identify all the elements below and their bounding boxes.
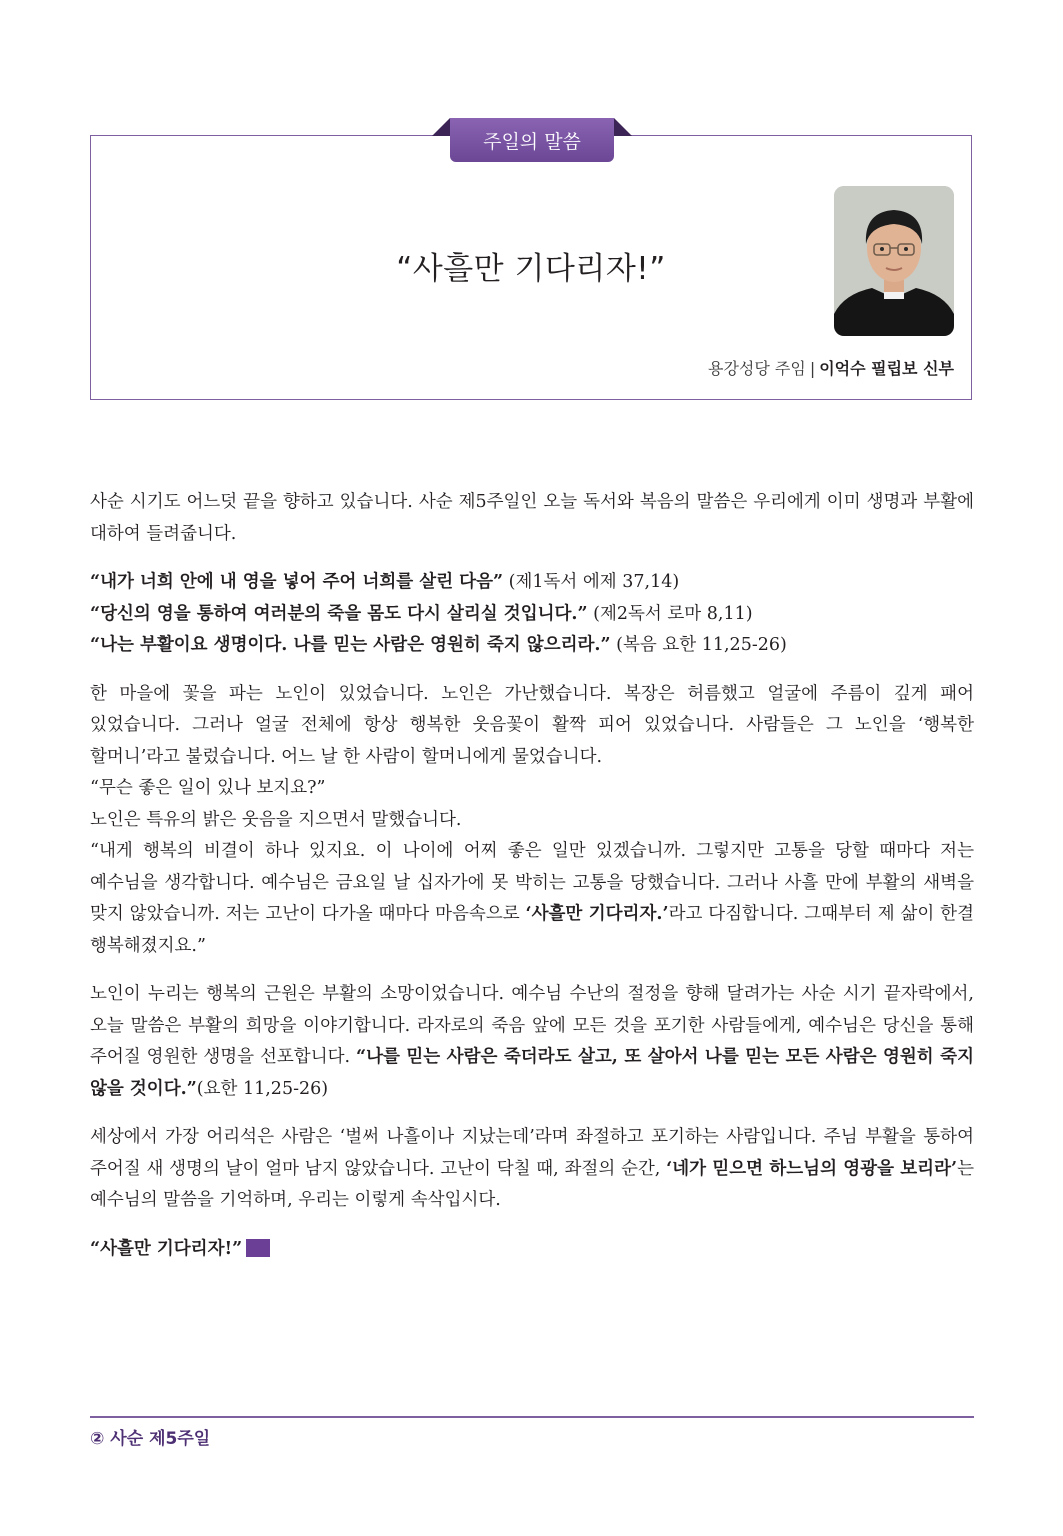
paragraph-intro: 사순 시기도 어느덧 끝을 향하고 있습니다. 사순 제5주일인 오늘 독서와 복음의 말씀은 우리에게 이미 생명과 부활에 대하여 들려줍니다. bbox=[90, 492, 974, 544]
tab-fold-left bbox=[432, 118, 450, 136]
author-byline bbox=[708, 356, 954, 379]
priest-portrait-image bbox=[834, 186, 954, 336]
page-title: “사흘만 기다리자!” bbox=[396, 251, 666, 287]
article-body bbox=[90, 487, 974, 1282]
story-line-1: 한 마을에 꽃을 파는 노인이 있었습니다. 노인은 가난했습니다. 복장은 허름했고 얼굴에 주름이 깊게 패어 있었습니다. 그러나 얼굴 전체에 항상 행복한 웃음꽃이 활짝 피어 있었습니다. 사람들은 그 노인을 ‘행복한 할머니’라고 불렀습니다. 어느 날 한 사람이 할머니에게 물었습니다. bbox=[90, 683, 974, 767]
author-photo bbox=[834, 186, 954, 336]
quote-gospel-ref: (복음 요한 11,25-26) bbox=[610, 635, 787, 655]
page-footer-label: ② 사순 제5주일 bbox=[90, 1429, 211, 1449]
scripture-quotes bbox=[90, 567, 974, 662]
byline-parish: 용강성당 주임 bbox=[707, 359, 806, 378]
quote-first-reading-ref: (제1독서 에제 37,14) bbox=[503, 572, 680, 592]
reflection-ref: (요한 11,25-26) bbox=[196, 1078, 329, 1099]
quote-second-reading-ref: (제2독서 로마 8,11) bbox=[587, 603, 753, 624]
reflection-pre: 노인이 누리는 행복의 근원은 부활의 소망이었습니다. 예수님 수난의 절정을 향해 달려가는 사순 시기 끝자락에서, 오늘 말씀은 부활의 희망을 이야기합니다. 라자로의 죽음 앞에 모든 것을 포기한 사람들에게, 예수님은 당신을 통해 주어질 영원한 생명을 선포합니다. bbox=[90, 984, 974, 1067]
byline-name: 이억수 필립보 신부 bbox=[819, 359, 954, 378]
story-answer-bold: ‘사흘만 기다리자.’ bbox=[525, 904, 669, 924]
paragraph-story bbox=[90, 679, 974, 963]
tab-fold-right bbox=[614, 118, 632, 136]
quote-gospel bbox=[90, 630, 974, 662]
reflection-bold: “나를 믿는 사람은 죽더라도 살고, 또 살아서 나를 믿는 모든 사람은 영원히 죽지 않을 것이다.” bbox=[90, 1047, 974, 1099]
paragraph-conclusion bbox=[90, 1122, 974, 1217]
paragraph-closing bbox=[90, 1234, 974, 1266]
paragraph-reflection bbox=[90, 979, 974, 1105]
byline-separator: | bbox=[809, 359, 816, 378]
section-tab bbox=[432, 118, 632, 164]
story-answer-pre: “내게 행복의 비결이 하나 있지요. 이 나이에 어찌 좋은 일만 있겠습니까. 그렇지만 고통을 당할 때마다 저는 예수님을 생각합니다. 예수님은 금요일 날 십자가에 못 박히는 고통을 당했습니다. 그러나 사흘 만에 부활의 새벽을 맞지 않았습니까. 저는 고난이 다가올 때마다 마음속으로 bbox=[90, 841, 974, 924]
quote-first-reading bbox=[90, 567, 974, 599]
conclusion-bold: ‘네가 믿으면 하느님의 영광을 보리라’ bbox=[666, 1158, 958, 1179]
footer-divider bbox=[90, 1416, 974, 1418]
quote-first-reading-text: “내가 너희 안에 내 영을 넣어 주어 너희를 살린 다음” bbox=[90, 572, 504, 592]
quote-second-reading bbox=[90, 599, 974, 631]
conclusion-pre: 세상에서 가장 어리석은 사람은 ‘벌써 나흘이나 지났는데’라며 좌절하고 포기하는 사람입니다. 주님 부활을 통하여 주어질 새 생명의 날이 얼마 남지 않았습니다. 고난이 닥칠 때, 좌절의 순간, bbox=[90, 1127, 974, 1179]
section-tab-label: 주일의 말씀 bbox=[450, 118, 614, 162]
end-mark-icon bbox=[246, 1239, 270, 1257]
quote-second-reading-text: “당신의 영을 통하여 여러분의 죽을 몸도 다시 살리실 것입니다.” bbox=[90, 603, 588, 624]
story-line-question: “무슨 좋은 일이 있나 보지요?” bbox=[90, 778, 326, 798]
closing-text: “사흘만 기다리자!” bbox=[90, 1238, 243, 1259]
quote-gospel-text: “나는 부활이요 생명이다. 나를 믿는 사람은 영원히 죽지 않으리라.” bbox=[90, 635, 611, 655]
story-line-answer bbox=[90, 836, 974, 962]
story-answer-post: 라고 다짐합니다. 그때부터 제 삶이 한결 행복해졌지요.” bbox=[90, 904, 974, 956]
conclusion-post: 는 예수님의 말씀을 기억하며, 우리는 이렇게 속삭입시다. bbox=[90, 1158, 974, 1210]
story-line-answer-intro: 노인은 특유의 밝은 웃음을 지으면서 말했습니다. bbox=[90, 809, 462, 830]
